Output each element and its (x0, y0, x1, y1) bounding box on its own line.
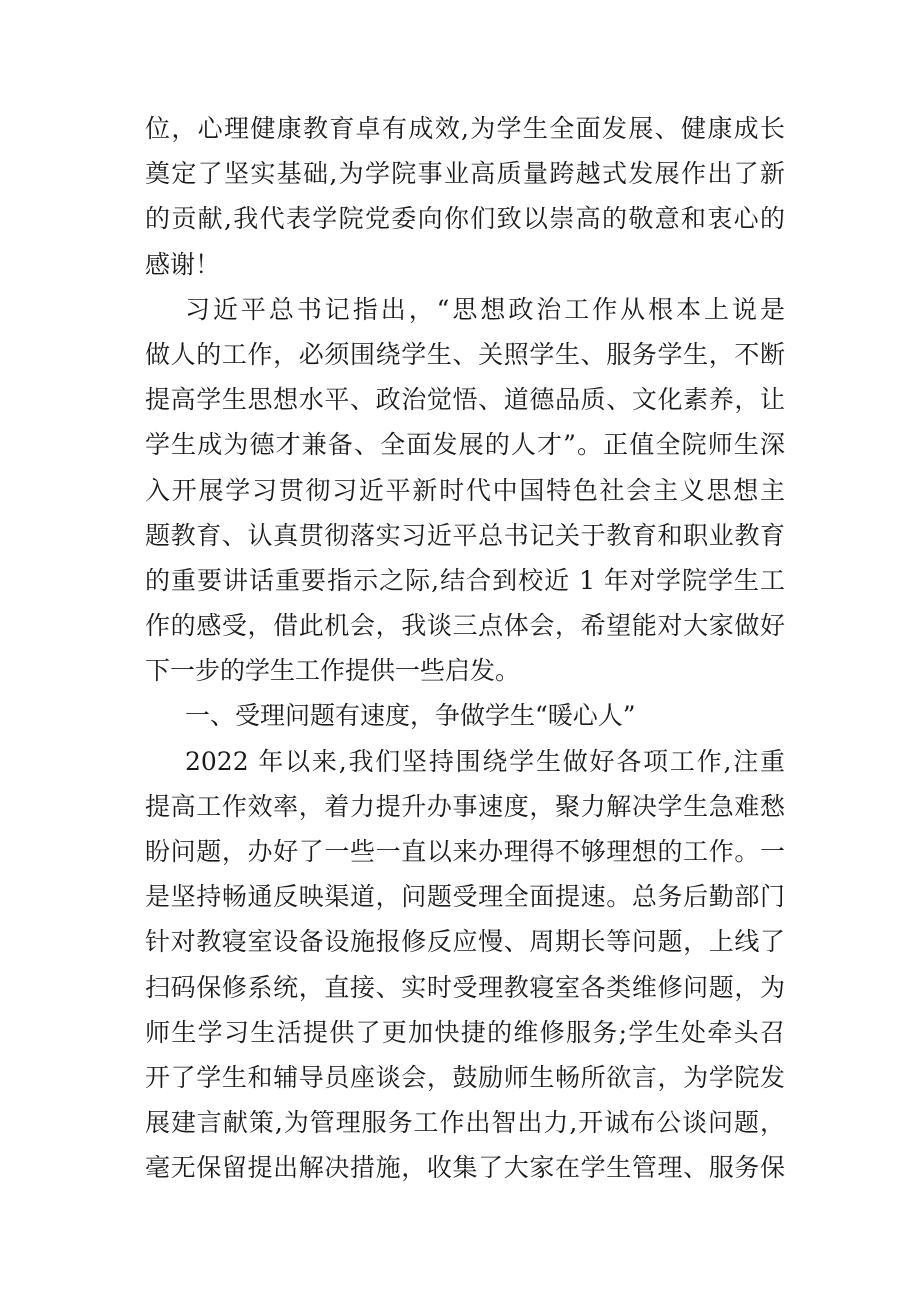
text-line: 盼问题，办好了一些一直以来办理得不够理想的工作。一 (145, 837, 785, 866)
text-line: 入开展学习贯彻习近平新时代中国特色社会主义思想主 (145, 475, 785, 505)
text-line: 做人的工作，必须围绕学生、关照学生、服务学生，不断 (145, 339, 785, 369)
text-line: 开了学生和辅导员座谈会，鼓励师生畅所欲言，为学院发 (145, 1062, 785, 1092)
text-line: 习近平总书记指出，“思想政治工作从根本上说是 (185, 294, 785, 324)
text-line: 作的感受，借此机会，我谈三点体会，希望能对大家做好 (145, 611, 785, 641)
text-line: 题教育、认真贯彻落实习近平总书记关于教育和职业教育 (145, 520, 785, 550)
text-line: 是坚持畅通反映渠道，问题受理全面提速。总务后勤部门 (145, 882, 785, 912)
text-line: 毫无保留提出解决措施，收集了大家在学生管理、服务保 (145, 1153, 785, 1183)
text-line: 奠定了坚实基础,为学院事业高质量跨越式发展作出了新 (145, 159, 785, 189)
text-line: 提高学生思想水平、政治觉悟、道德品质、文化素养，让 (145, 385, 785, 415)
text-line: 的重要讲话重要指示之际,结合到校近 1 年对学院学生工 (145, 565, 785, 595)
text-line: 学生成为德才兼备、全面发展的人才”。正值全院师生深 (145, 430, 785, 460)
text-line: 感谢！ (145, 249, 221, 279)
section-heading: 一、受理问题有速度，争做学生“暖心人” (185, 701, 636, 731)
text-line: 提高工作效率，着力提升办事速度，聚力解决学生急难愁 (145, 791, 785, 821)
text-line: 位，心理健康教育卓有成效,为学生全面发展、健康成长 (145, 114, 785, 143)
text-line: 下一步的学生工作提供一些启发。 (145, 656, 521, 686)
text-line: 2022 年以来,我们坚持围绕学生做好各项工作,注重 (185, 746, 785, 776)
document-body (145, 106, 785, 1191)
text-line: 针对教寝室设备设施报修反应慢、周期长等问题，上线了 (145, 927, 785, 957)
text-line: 展建言献策,为管理服务工作出智出力,开诚布公谈问题， (145, 1108, 785, 1138)
text-line: 扫码保修系统，直接、实时受理教寝室各类维修问题，为 (145, 972, 785, 1002)
text-line: 师生学习生活提供了更加快捷的维修服务;学生处牵头召 (145, 1017, 785, 1047)
text-line: 的贡献,我代表学院党委向你们致以崇高的敬意和衷心的 (145, 204, 785, 234)
